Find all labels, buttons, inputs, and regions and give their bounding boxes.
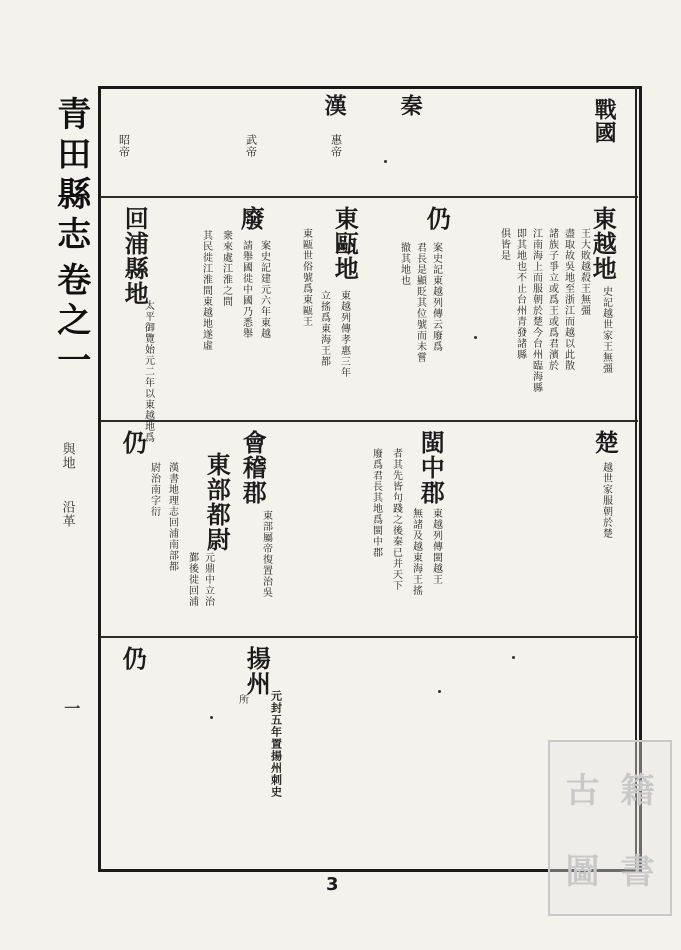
- entry-dongyue-line4: 江南海上而服朝於楚今台州臨海縣: [530, 228, 542, 393]
- entry-dongbu-line2: 鄞後徙回浦: [186, 552, 198, 607]
- ink-speck: [438, 690, 441, 693]
- emperor-wu: 武帝: [244, 134, 258, 158]
- entry-minzhong-line2: 無諸及越東海王搖: [410, 508, 422, 596]
- entry-fei-line2: 請舉國徙中國乃悉舉: [240, 240, 252, 339]
- ink-speck: [474, 336, 477, 339]
- row-divider-1: [100, 196, 638, 198]
- entry-minzhong-title: 閩中郡: [416, 430, 446, 505]
- entry-dongou-title: 東甌地: [330, 206, 360, 281]
- page-number: 3: [326, 874, 339, 895]
- entry-dongyue-line3: 諸族子爭立或爲王或爲君濱於: [546, 228, 558, 371]
- heading-qin: 秦: [397, 94, 424, 117]
- margin-section: 與地: [59, 442, 75, 470]
- entry-minzhong-line4: 廢爲君長其地爲閩中郡: [370, 448, 382, 558]
- margin-leaf-number: 一: [61, 700, 81, 717]
- entry-chu-note: 越世家服朝於楚: [600, 462, 612, 539]
- entry-dongyue-note: 史記越世家王無彊: [600, 286, 612, 374]
- entry-reng-3: 仍: [118, 646, 148, 671]
- emperor-zhao: 昭帝: [117, 134, 131, 158]
- entry-dongyue-line1: 王大敗越殺王無彊: [578, 228, 590, 316]
- entry-fei-line1: 案史記建元六年東越: [258, 240, 270, 339]
- entry-hanshu-line1: 漢書地理志回浦南部都: [166, 462, 178, 572]
- entry-kuaiji-title: 會稽郡: [238, 430, 268, 505]
- ink-speck: [512, 656, 515, 659]
- heading-zhanguo: 戰國: [591, 98, 618, 144]
- margin-book-title: 青田縣志: [50, 96, 91, 256]
- entry-dongyue-line2: 盡取故吳地至浙江而越以此散: [562, 228, 574, 371]
- entry-fei-line4: 其民徙江淮間東越地遂虛: [200, 230, 212, 351]
- entry-dongbu-title: 東部都尉: [202, 452, 232, 552]
- ink-speck: [210, 716, 213, 719]
- margin-subsection: 沿革: [59, 500, 75, 528]
- entry-hanshu-line2: 尉治南字衍: [148, 462, 160, 517]
- entry-dongbu-line1: 元鼎中立治: [202, 552, 214, 607]
- entry-reng-1-line1: 案史記東越列傳云廢爲: [430, 242, 442, 352]
- entry-huipu-title: 回浦縣地: [120, 206, 150, 306]
- emperor-hui: 惠帝: [329, 134, 343, 158]
- margin-volume: 卷之一: [50, 262, 91, 382]
- heading-han: 漢: [321, 94, 348, 117]
- entry-reng-2: 仍: [118, 430, 148, 455]
- library-seal: [548, 740, 672, 916]
- entry-yangzhou-note: 所: [236, 694, 248, 705]
- entry-kuaiji-line1: 東部屬帝復置治吳: [260, 510, 272, 598]
- seal-char: 書: [620, 852, 655, 892]
- seal-char: 圖: [565, 852, 600, 892]
- row-divider-3: [100, 636, 638, 638]
- entry-dongyue-line5: 即其地也不止台州青發諸縣: [514, 228, 526, 360]
- entry-dongyue-line6: 俱皆是: [498, 228, 510, 261]
- entry-yangzhou-line1: 元封五年置揚州刺史: [269, 690, 283, 798]
- entry-dongou-line2: 立搖爲東海王都: [318, 290, 330, 367]
- ink-speck: [384, 160, 387, 163]
- entry-dongou-line3: 東甌世俗號爲東甌王: [300, 228, 312, 327]
- entry-reng-1-line2: 君長是顯貶其位號而未嘗: [414, 242, 426, 363]
- entry-dongou-line1: 東越列傳孝惠三年: [338, 290, 350, 378]
- entry-minzhong-line1: 東越列傳閩越王: [430, 508, 442, 585]
- entry-reng-1-line3: 撤其地也: [398, 242, 410, 286]
- entry-fei-title: 廢: [236, 206, 266, 231]
- entry-huipu-line1: 太平御覽始元二年以東越地爲: [142, 300, 154, 443]
- seal-char: 古: [565, 771, 600, 811]
- entry-minzhong-line3: 者其先皆句踐之後秦已并天下: [390, 448, 402, 591]
- entry-dongyue-title: 東越地: [588, 206, 618, 281]
- entry-chu-title: 楚: [590, 430, 620, 455]
- entry-yangzhou-title: 揚州: [242, 646, 272, 696]
- seal-char: 籍: [620, 771, 655, 811]
- entry-reng-1: 仍: [422, 206, 452, 231]
- row-divider-2: [100, 420, 638, 422]
- entry-fei-line3: 衆來處江淮之間: [220, 230, 232, 307]
